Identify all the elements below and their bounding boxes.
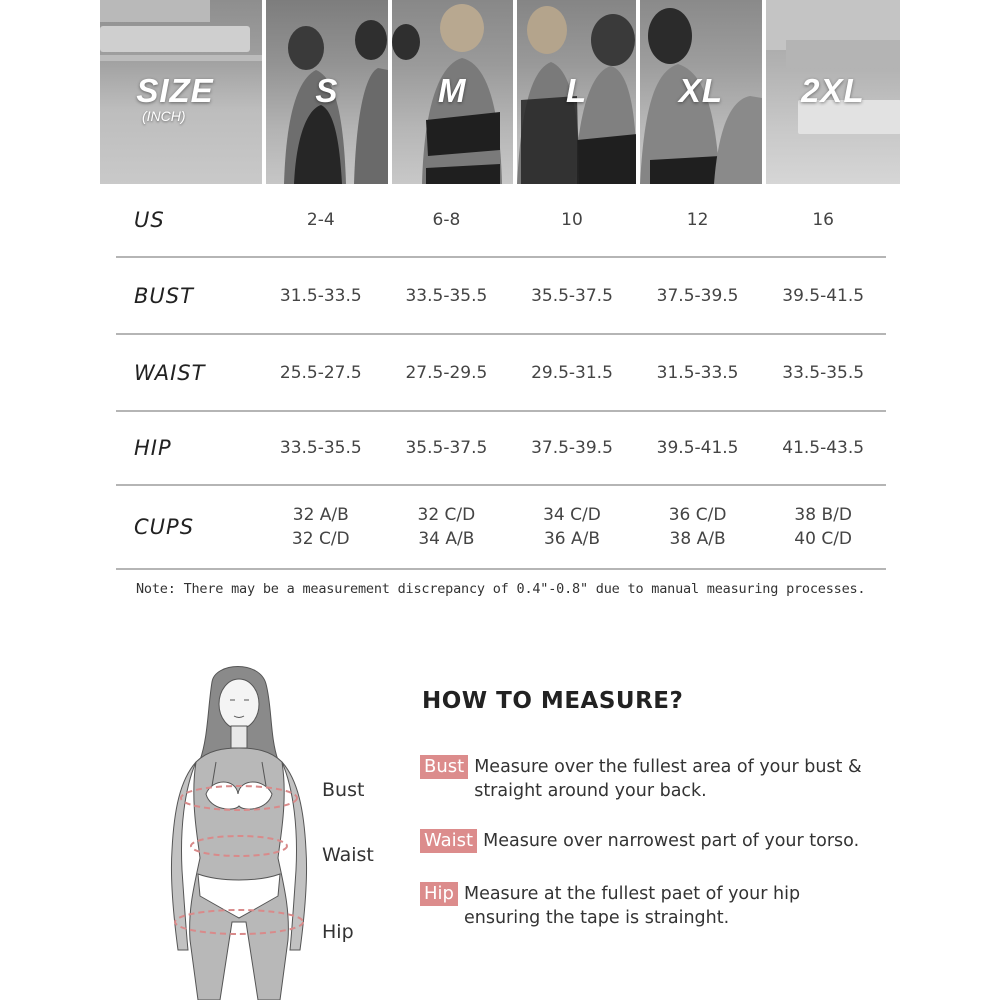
row-label: HIP — [134, 436, 172, 460]
size-title: SIZE — [136, 72, 214, 109]
unit-label: (INCH) — [142, 108, 186, 124]
header-size-cell — [100, 0, 262, 184]
measurement-note: Note: There may be a measurement discrepancy of 0.4"-0.8" due to manual measuring processes. — [136, 581, 866, 597]
size-table — [116, 184, 886, 570]
table-cell: 35.5-37.5 — [531, 285, 613, 306]
body-figure-illustration — [160, 660, 330, 1000]
table-cell: 10 — [561, 210, 583, 230]
hip-tag: Hip — [420, 882, 458, 906]
row-label: WAIST — [134, 360, 206, 385]
waist-instructions: Measure over narrowest part of your torso. — [483, 831, 860, 851]
table-cell: 37.5-39.5 — [656, 285, 739, 306]
table-cell: 41.5-43.5 — [782, 438, 865, 458]
size-header-strip — [100, 0, 900, 184]
table-cell: 33.5-35.5 — [279, 438, 362, 458]
how-to-measure-title: HOW TO MEASURE? — [422, 688, 684, 714]
header-size-s — [266, 0, 387, 184]
woman-figure-icon — [160, 660, 330, 1000]
table-row-us — [116, 184, 886, 258]
table-cell: 39.5-41.5 — [782, 285, 865, 306]
hip-figure-label: Hip — [322, 921, 354, 943]
row-label: US — [134, 208, 165, 232]
table-cell: 34 C/D 36 A/B — [543, 505, 601, 549]
table-cell: 38 B/D 40 C/D — [794, 505, 853, 549]
row-label: CUPS — [134, 515, 195, 539]
table-cell: 33.5-35.5 — [405, 285, 488, 306]
hip-instructions: Measure at the fullest paet of your hip ensuring the tape is strainght. — [463, 884, 801, 928]
table-cell: 36 C/D 38 A/B — [668, 505, 727, 549]
bust-tag: Bust — [420, 755, 468, 779]
header-size-2xl — [766, 0, 900, 184]
table-cell: 29.5-31.5 — [531, 362, 613, 383]
table-cell: 6-8 — [432, 210, 461, 230]
table-cell: 2-4 — [306, 210, 335, 230]
size-l-label: L — [566, 72, 588, 109]
table-cell: 35.5-37.5 — [405, 438, 488, 458]
table-row-waist — [116, 335, 886, 412]
table-cell: 37.5-39.5 — [531, 438, 613, 458]
table-cell: 33.5-35.5 — [782, 362, 865, 383]
size-2xl-label: 2XL — [801, 72, 865, 109]
header-size-l — [517, 0, 636, 184]
table-cell: 16 — [812, 210, 834, 230]
table-cell: 39.5-41.5 — [656, 438, 739, 458]
measure-item-bust — [420, 755, 862, 803]
header-size-xl — [640, 0, 761, 184]
waist-tag: Waist — [420, 829, 477, 853]
table-row-bust — [116, 258, 886, 335]
size-m-label: M — [437, 72, 467, 109]
table-cell: 32 C/D 34 A/B — [417, 505, 476, 549]
table-cell: 31.5-33.5 — [279, 285, 362, 306]
header-size-m — [392, 0, 513, 184]
size-s-label: S — [315, 72, 339, 109]
table-row-cups — [116, 486, 886, 570]
table-cell: 25.5-27.5 — [279, 362, 362, 383]
row-label: BUST — [134, 283, 194, 308]
measure-item-waist — [420, 829, 859, 853]
size-xl-label: XL — [678, 72, 724, 109]
table-cell: 27.5-29.5 — [405, 362, 488, 383]
table-cell: 32 A/B 32 C/D — [291, 505, 350, 549]
table-cell: 31.5-33.5 — [656, 362, 739, 383]
bust-instructions: Measure over the fullest area of your bust & straight around your back. — [474, 757, 862, 801]
bust-figure-label: Bust — [322, 779, 365, 801]
table-row-hip — [116, 412, 886, 486]
table-cell: 12 — [686, 210, 709, 230]
waist-figure-label: Waist — [322, 844, 374, 866]
measure-item-hip — [420, 882, 800, 930]
